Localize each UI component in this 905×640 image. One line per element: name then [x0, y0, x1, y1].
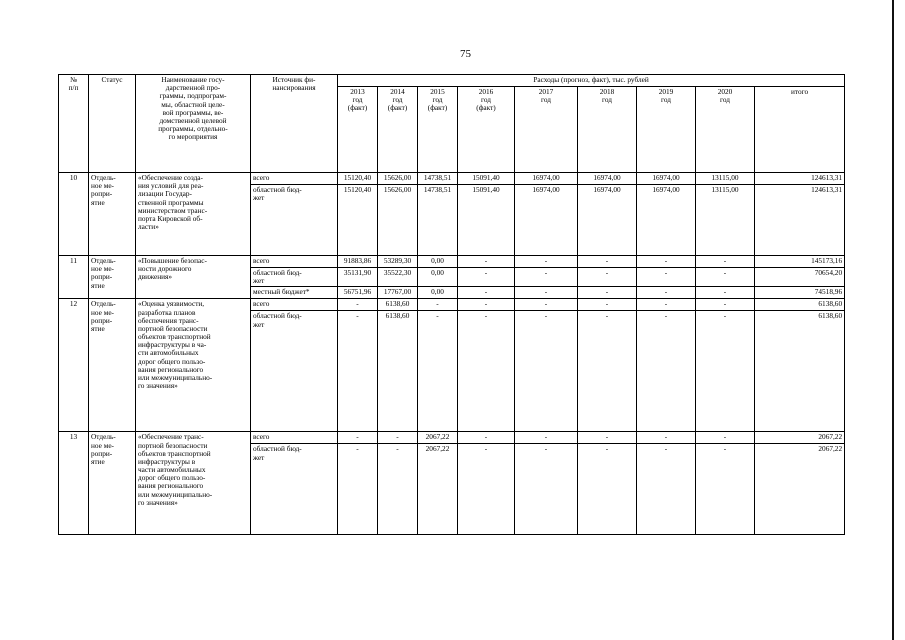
row-value: - — [378, 432, 418, 444]
row-value: 16974,00 — [578, 173, 637, 185]
header-year-7: 2020 год — [696, 87, 755, 173]
row-name: «Обеспечение транс- портной безопасности объектов транспортной инфраструктуры в части автомобильных дорог общего пользо- вания регионального или межмуниципально- го значения» — [136, 432, 251, 535]
row-value: - — [458, 287, 515, 299]
row-value: - — [418, 311, 458, 432]
table-row — [59, 173, 845, 185]
row-value: - — [458, 268, 515, 287]
row-value: - — [696, 444, 755, 535]
row-value: - — [696, 311, 755, 432]
row-value: - — [637, 444, 696, 535]
row-value: - — [578, 287, 637, 299]
row-value: - — [696, 256, 755, 268]
row-value: 14738,51 — [418, 185, 458, 256]
row-value: - — [458, 444, 515, 535]
header-year-4: 2017 год — [515, 87, 578, 173]
header-year-2: 2015 год (факт) — [418, 87, 458, 173]
row-value: 53289,30 — [378, 256, 418, 268]
row-value: - — [637, 268, 696, 287]
row-value: - — [515, 299, 578, 311]
row-value: 56751,96 — [338, 287, 378, 299]
row-value: - — [696, 268, 755, 287]
row-source: областной бюд- жет — [251, 311, 338, 432]
row-value: - — [458, 432, 515, 444]
header-status: Статус — [89, 75, 136, 173]
row-value: 15091,40 — [458, 185, 515, 256]
row-value: 15120,40 — [338, 185, 378, 256]
row-value: 35522,30 — [378, 268, 418, 287]
row-source: всего — [251, 256, 338, 268]
row-name: «Обеспечение созда- ния условий для реа- лизации Государ- ственной программы министерством транс- порта Кировской об- ласти» — [136, 173, 251, 256]
row-value: 74518,96 — [755, 287, 845, 299]
row-value: - — [696, 432, 755, 444]
row-value: 15626,00 — [378, 185, 418, 256]
row-value: 124613,31 — [755, 185, 845, 256]
header-source: Источник фи- нансирования — [251, 75, 338, 173]
row-value: 35131,90 — [338, 268, 378, 287]
row-value: - — [696, 287, 755, 299]
page-number: 75 — [460, 48, 471, 60]
header-year-1: 2014 год (факт) — [378, 87, 418, 173]
row-number: 11 — [59, 256, 89, 299]
row-status: Отдель- ное ме- ропри- ятие — [89, 256, 136, 299]
row-value: - — [338, 299, 378, 311]
row-value: 0,00 — [418, 256, 458, 268]
row-value: 6138,60 — [755, 299, 845, 311]
row-value: 6138,60 — [378, 311, 418, 432]
row-value: - — [338, 311, 378, 432]
header-row — [59, 75, 845, 87]
row-value: 2067,22 — [418, 432, 458, 444]
row-value: - — [637, 256, 696, 268]
row-status: Отдель- ное ме- ропри- ятие — [89, 299, 136, 432]
row-value: - — [637, 299, 696, 311]
row-value: 16974,00 — [637, 185, 696, 256]
row-value: - — [458, 299, 515, 311]
row-value: 16974,00 — [637, 173, 696, 185]
row-value: 70654,20 — [755, 268, 845, 287]
row-value: - — [515, 432, 578, 444]
table-row — [59, 256, 845, 268]
row-value: - — [418, 299, 458, 311]
row-value: 14738,51 — [418, 173, 458, 185]
row-value: - — [458, 256, 515, 268]
row-value: 17767,00 — [378, 287, 418, 299]
row-number: 10 — [59, 173, 89, 256]
row-value: 13115,00 — [696, 185, 755, 256]
row-name: «Повышение безопас- ности дорожного движения» — [136, 256, 251, 299]
header-year-6: 2019 год — [637, 87, 696, 173]
row-value: - — [578, 311, 637, 432]
row-value: 6138,60 — [755, 311, 845, 432]
row-source: всего — [251, 173, 338, 185]
row-value: 124613,31 — [755, 173, 845, 185]
row-source: местный бюджет* — [251, 287, 338, 299]
page-edge-line — [892, 0, 894, 640]
header-year-0: 2013 год (факт) — [338, 87, 378, 173]
row-value: - — [637, 432, 696, 444]
row-value: - — [515, 268, 578, 287]
table-row — [59, 299, 845, 311]
row-status: Отдель- ное ме- ропри- ятие — [89, 173, 136, 256]
row-value: 16974,00 — [578, 185, 637, 256]
row-source: областной бюд- жет — [251, 268, 338, 287]
row-value: - — [515, 256, 578, 268]
row-value: - — [515, 287, 578, 299]
row-source: областной бюд- жет — [251, 185, 338, 256]
row-value: - — [578, 268, 637, 287]
row-number: 12 — [59, 299, 89, 432]
row-value: - — [696, 299, 755, 311]
header-year-3: 2016 год (факт) — [458, 87, 515, 173]
table-row — [59, 432, 845, 444]
row-value: - — [378, 444, 418, 535]
row-value: 16974,00 — [515, 185, 578, 256]
row-status: Отдель- ное ме- ропри- ятие — [89, 432, 136, 535]
row-value: - — [458, 311, 515, 432]
row-value: 2067,22 — [755, 444, 845, 535]
header-name: Наименование госу- дарственной про- граммы, подпрограм- мы, областной целе- вой программы, ве- домственной целевой программы, отдельно- го мероприятия — [136, 75, 251, 173]
row-source: областной бюд- жет — [251, 444, 338, 535]
row-value: - — [637, 287, 696, 299]
row-value: - — [338, 432, 378, 444]
row-value: - — [578, 432, 637, 444]
row-value: 6138,60 — [378, 299, 418, 311]
row-value: 0,00 — [418, 287, 458, 299]
row-name: «Оценка уязвимости, разработка планов обеспечения транс- портной безопасности объектов транспортной инфраструктуры в ча- сти автомобильных дорог общего пользо- вания регионального или межмуниципально- го значения» — [136, 299, 251, 432]
expenses-table — [58, 74, 845, 535]
row-value: 145173,16 — [755, 256, 845, 268]
header-expenses: Расходы (прогноз, факт), тыс. рублей — [338, 75, 845, 87]
row-number: 13 — [59, 432, 89, 535]
row-value: - — [578, 299, 637, 311]
row-value: - — [637, 311, 696, 432]
row-value: 16974,00 — [515, 173, 578, 185]
row-value: - — [515, 444, 578, 535]
row-value: 91883,86 — [338, 256, 378, 268]
row-value: - — [578, 444, 637, 535]
row-value: 13115,00 — [696, 173, 755, 185]
row-value: 2067,22 — [755, 432, 845, 444]
row-value: 2067,22 — [418, 444, 458, 535]
row-value: 0,00 — [418, 268, 458, 287]
header-year-5: 2018 год — [578, 87, 637, 173]
row-value: 15120,40 — [338, 173, 378, 185]
header-num: № п/п — [59, 75, 89, 173]
row-source: всего — [251, 299, 338, 311]
header-year-8: итого — [755, 87, 845, 173]
row-value: - — [515, 311, 578, 432]
row-source: всего — [251, 432, 338, 444]
row-value: 15626,00 — [378, 173, 418, 185]
row-value: - — [338, 444, 378, 535]
row-value: 15091,40 — [458, 173, 515, 185]
row-value: - — [578, 256, 637, 268]
